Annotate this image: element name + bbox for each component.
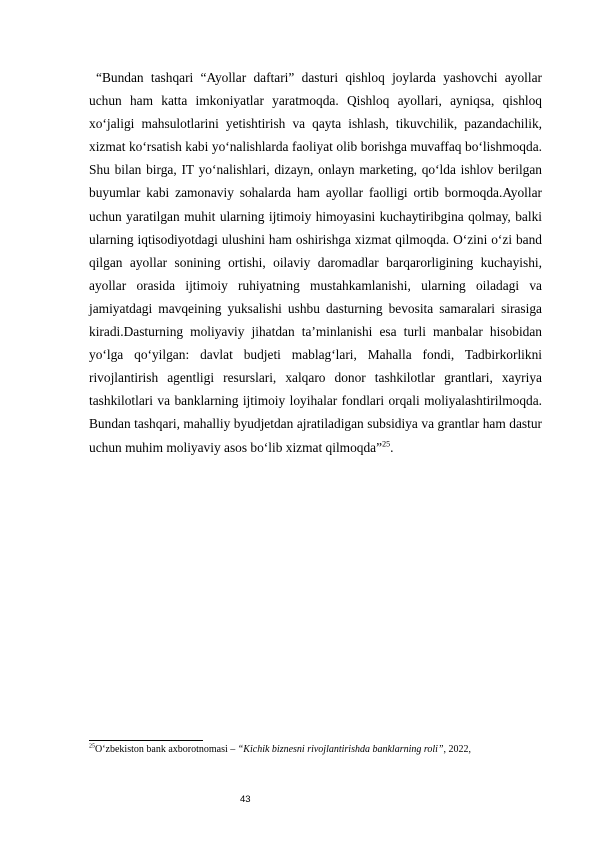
paragraph-end: . [390,439,394,455]
paragraph-text: “Bundan tashqari “Ayollar daftari” dasturi qishloq joylarda yashovchi ayollar uchun ham katta imkoniyatlar yaratmoqda. Qishloq ayollari, ayniqsa, qishloq xo‘jaligi mahsulotlarini yetishtirish va qayta ishlash, tikuvchilik, pazandachilik, xizmat ko‘rsatish kabi yo‘nalishlarda faoliyat olib borishga muvaffaq bo‘lishmoqda. Shu bilan birga, IT yo‘nalishlari, dizayn, onlayn marketing, qo‘lda ishlov berilgan buyumlar kabi zamonaviy sohalarda ham ayollar faolligi ortib bormoqda.Ayollar uchun yaratilgan muhit ularning ijtimoiy himoyasini kuchaytiribgina qolmay, balki ularning iqtisodiyotdagi ulushini ham oshirishga xizmat qilmoqda. O‘zini o‘zi band qilgan ayollar sonining ortishi, oilaviy daromadlar barqarorligining kuchayishi, ayollar orasida ijtimoiy ruhiyatning mustahkamlanishi, ularning oiladagi va jamiyatdagi mavqeining yuksalishi ushbu dasturning bevosita samaralari sirasiga kiradi.Dasturning moliyaviy jihatdan ta’minlanishi esa turli manbalar hisobidan yo‘lga qo‘yilgan: davlat budjeti mablag‘lari, Mahalla fondi, Tadbirkorlikni rivojlantirish agentligi resurslari, xalqaro donor tashkilotlar grantlari, xayriya tashkilotlari va banklarning ijtimoiy loyihalar fondlari orqali moliyalashtirilmoqda. Bundan tashqari, mahalliy byudjetdan ajratiladigan subsidiya va grantlar ham dastur uchun muhim moliyaviy asos bo‘lib xizmat qilmoqda” [89,70,542,455]
footnote-source: O‘zbekiston bank axborotnomasi – [95,744,238,755]
footnote-reference: 25 [382,439,391,449]
footnote [89,743,539,756]
footnote-rest: , 2022, [443,744,472,755]
footnote-number: 25 [89,743,95,750]
page-number: 43 [240,794,251,805]
footnote-title: “Kichik biznesni rivojlantirishda banklarning roli” [237,744,444,755]
body-paragraph [89,66,542,459]
footnote-separator [89,740,203,741]
